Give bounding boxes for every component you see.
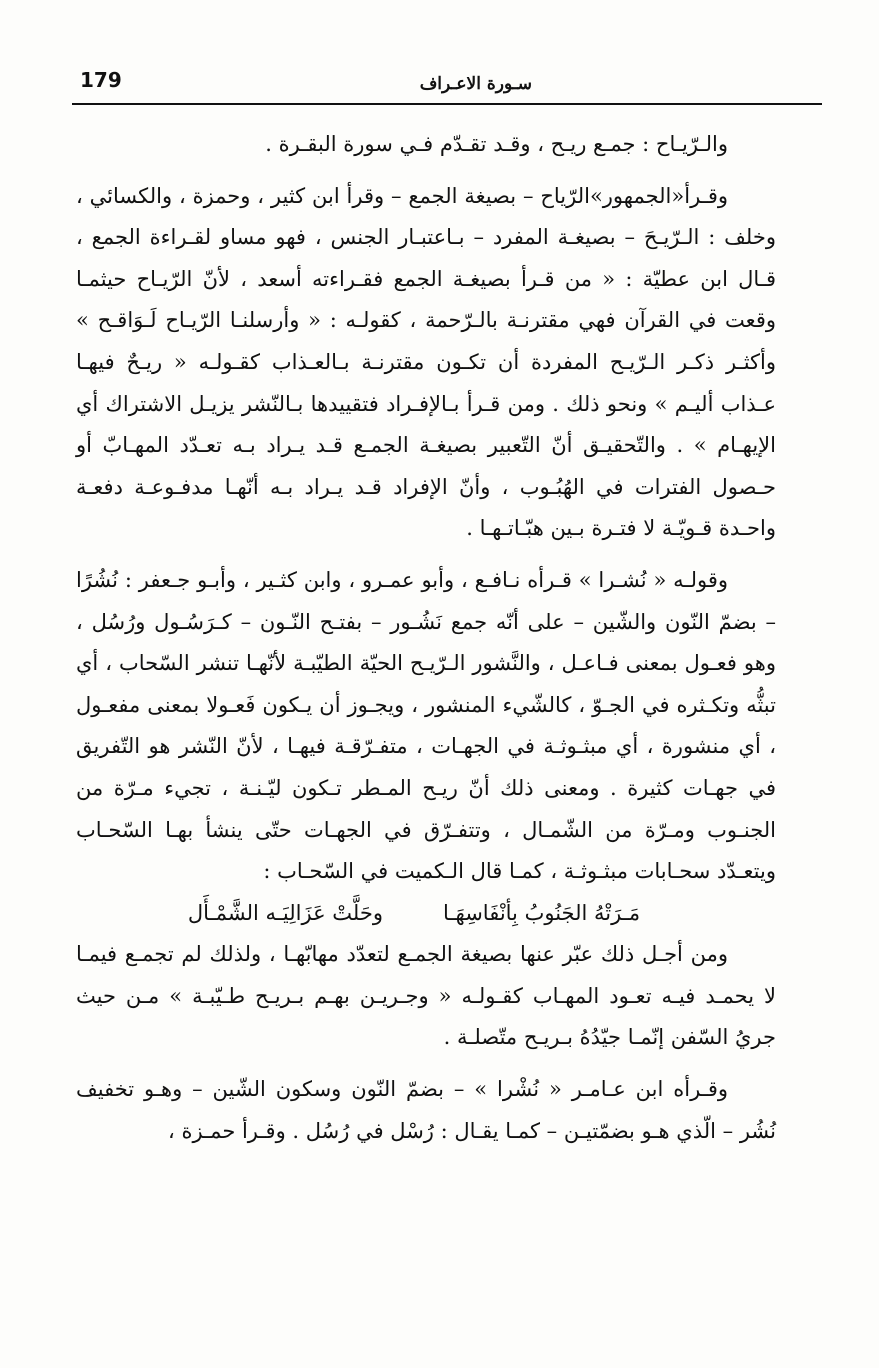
page-header	[72, 66, 822, 102]
paragraph-3: وقولـه « نُشـرا » قـرأه نـافـع ، وأبو عمـرو ، وابن كثـير ، وأبـو جـعفر : نُشُرًا – بضمّ النّون والشّين – على أنّه جمع نَشُـور – بفتـح النّـون – كـرَسُـول ورُسُل ، وهو فعـول بمعنى فـاعـل ، والنَّشور الـرّيـح الحيّة الطيّبـة لأنّهـا تنشر السّحاب ، أي تبثُّه وتكـثره في الجـوّ ، كالشّيء المنشور ، ويجـوز أن يـكون فَعـولا بمعنى مفعـول ، أي منشورة ، أي مبثـوثـة في الجهـات ، متفـرّقـة فيهـا ، لأنّ النّشر هو التّفريق في جهـات كثيرة . ومعنى ذلك أنّ ريـح المـطر تـكون ليّـنـة ، تجيء مـرّة من الجنـوب ومـرّة من الشّمـال ، وتتفـرّق في الجهـات حتّى ينشأ بهـا السّحـاب ويتعـدّد سحـابات مبثـوثـة ، كمـا قال الـكميت في السّحـاب :	[76, 567, 776, 884]
paragraph-2: وقـرأ«الجمهور»الرّياح – بصيغة الجمع – وقرأ ابن كثير ، وحمزة ، والكسائي ، وخلف : الـرّيـحَ – بصيغـة المفرد – بـاعتبـار الجنس ، فهو مساو لقـراءة الجمع ، قـال ابن عطيّة : « من قـرأ بصيغـة الجمع فقـراءته أسعد ، لأنّ الرّيـاح حيثمـا وقعت في القرآن فهي مقترنـة بالـرّحمة ، كقولـه : « وأرسلنـا الرّيـاح لَـوَاقـح » وأكثـر ذكـر الـرّيـح المفردة أن تكـون مقترنـة بـالعـذاب كقـولـه « ريـحٌ فيهـا عـذاب أليـم » ونحو ذلك . ومن قـرأ بـالإفـراد فتقييدها بـالنّشر يزيـل الاشتراك أي الإيهـام » . والتّحقيـق أنّ التّعبير بصيغـة الجمـع قـد يـراد بـه تعـدّد المهـابّ أو حـصول الفترات في الهُبُـوب ، وأنّ الإفراد قـد يـراد بـه أنّهـا مدفـوعـة دفعـة واحـدة قـويّـة لا فتـرة بـين هبّـاتـهـا .	[76, 183, 776, 541]
page-number: 179	[80, 68, 122, 92]
verse-first-hemistich: مَـرَتْهُ الجَنُوبُ بِأنْفَاسِهَـا	[442, 900, 641, 925]
running-title: سـورة الاعـراف	[419, 74, 532, 94]
header-rule	[72, 103, 822, 105]
paragraph-4: ومن أجـل ذلك عبّر عنها بصيغة الجمـع لتعدّد مهابّهـا ، ولذلك لم تجمـع فيمـا لا يحمـد فيـه تعـود المهـاب كقـولـه « وجـريـن بهـم بـريـح طـيّبـة » مـن حيث جريُ السّفن إنّمـا جيّدُهُ بـريـح متّصلـة .	[76, 942, 776, 1050]
body-text	[76, 124, 776, 1152]
paragraph-5: وقـرأه ابن عـامـر « نُشْرا » – بضمّ النّون وسكون الشّين – وهـو تخفيف نُشُر – الّذي هـو بضمّتيـن – كمـا يقـال : رُسْل في رُسُل . وقـرأ حمـزة ،	[76, 1077, 776, 1143]
paragraph-1: والـرّيـاح : جمـع ريـح ، وقـد تقـدّم فـي سورة البقـرة .	[265, 132, 728, 156]
verse-second-hemistich: وحَلَّتْ عَزَالِيَـه الشَّمْـأَل	[187, 900, 383, 925]
poetry-verse	[76, 893, 776, 935]
